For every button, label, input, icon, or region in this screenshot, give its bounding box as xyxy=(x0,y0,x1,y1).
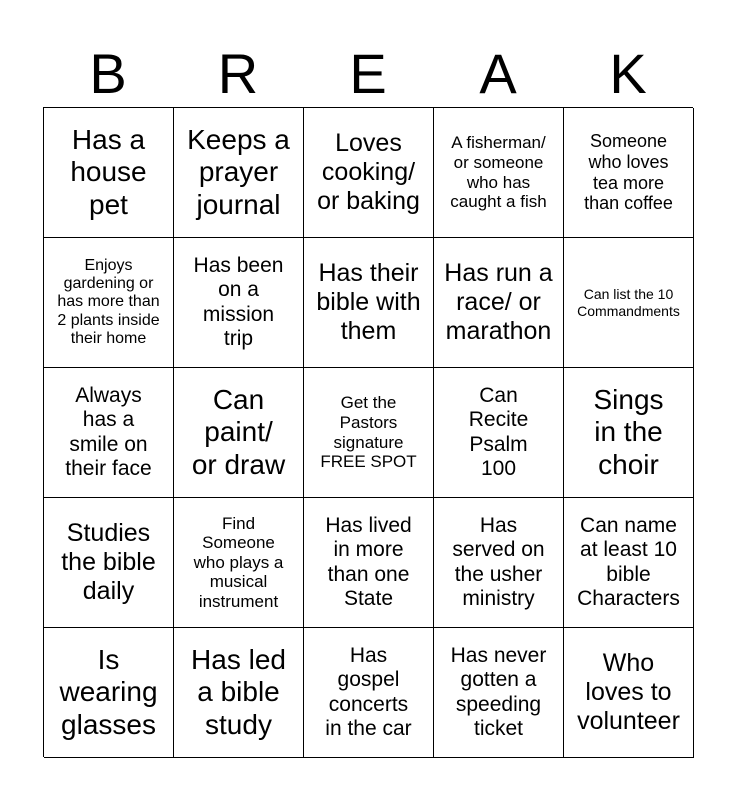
bingo-cell-r0-c1[interactable] xyxy=(174,108,304,238)
bingo-grid xyxy=(43,107,693,757)
cell-text: Has led a bible study xyxy=(191,644,286,740)
cell-text: Can name at least 10 bible Characters xyxy=(577,514,680,610)
header-letter-k: K xyxy=(609,42,647,105)
cell-text: Keeps a prayer journal xyxy=(187,124,290,220)
bingo-cell-r0-c2[interactable] xyxy=(304,108,434,238)
header-letter-b: B xyxy=(89,42,127,105)
cell-text: Has gospel concerts in the car xyxy=(325,644,412,740)
bingo-cell-r2-c4[interactable] xyxy=(564,368,694,498)
cell-text: Is wearing glasses xyxy=(59,644,158,740)
header-letter-r: R xyxy=(217,42,259,105)
bingo-cell-r4-c4[interactable] xyxy=(564,628,694,758)
header-letter-a: A xyxy=(479,42,517,105)
bingo-cell-r2-c3[interactable] xyxy=(434,368,564,498)
cell-text: Who loves to volunteer xyxy=(577,649,680,735)
bingo-cell-r3-c3[interactable] xyxy=(434,498,564,628)
cell-text: Has served on the usher ministry xyxy=(452,514,545,610)
cell-text: Always has a smile on their face xyxy=(65,384,152,480)
bingo-cell-r3-c1[interactable] xyxy=(174,498,304,628)
bingo-cell-r1-c1[interactable] xyxy=(174,238,304,368)
cell-text: Has lived in more than one State xyxy=(325,514,412,610)
cell-text: Can Recite Psalm 100 xyxy=(468,384,529,480)
cell-text: Find Someone who plays a musical instrument xyxy=(193,513,284,611)
bingo-cell-r4-c2[interactable] xyxy=(304,628,434,758)
bingo-cell-r1-c2[interactable] xyxy=(304,238,434,368)
cell-text: Loves cooking/ or baking xyxy=(317,129,420,215)
cell-text: Has their bible with them xyxy=(316,259,421,345)
bingo-cell-r1-c3[interactable] xyxy=(434,238,564,368)
cell-text: Has a house pet xyxy=(70,124,147,220)
cell-text: Has run a race/ or marathon xyxy=(444,259,553,345)
cell-text: Sings in the choir xyxy=(593,384,664,480)
bingo-cell-r3-c4[interactable] xyxy=(564,498,694,628)
cell-text: A fisherman/ or someone who has caught a fish xyxy=(450,133,547,212)
bingo-header xyxy=(43,40,693,108)
bingo-cell-r0-c4[interactable] xyxy=(564,108,694,238)
bingo-cell-r3-c2[interactable] xyxy=(304,498,434,628)
cell-text: Can paint/ or draw xyxy=(191,384,286,480)
bingo-cell-r4-c0[interactable] xyxy=(44,628,174,758)
bingo-cell-r1-c4[interactable] xyxy=(564,238,694,368)
cell-text: Has been on a mission trip xyxy=(193,254,284,350)
bingo-cell-r3-c0[interactable] xyxy=(44,498,174,628)
bingo-cell-r4-c1[interactable] xyxy=(174,628,304,758)
bingo-cell-r1-c0[interactable] xyxy=(44,238,174,368)
bingo-cell-r2-c0[interactable] xyxy=(44,368,174,498)
cell-text: Get the Pastors signature FREE SPOT xyxy=(320,393,417,472)
cell-text: Enjoys gardening or has more than 2 plants inside their home xyxy=(57,256,160,348)
header-letter-e: E xyxy=(349,42,387,105)
bingo-cell-r0-c0[interactable] xyxy=(44,108,174,238)
bingo-cell-r0-c3[interactable] xyxy=(434,108,564,238)
bingo-cell-free-space[interactable] xyxy=(304,368,434,498)
cell-text: Someone who loves tea more than coffee xyxy=(584,131,673,214)
cell-text: Can list the 10 Commandments xyxy=(577,286,680,319)
bingo-cell-r4-c3[interactable] xyxy=(434,628,564,758)
cell-text: Studies the bible daily xyxy=(61,519,156,605)
bingo-cell-r2-c1[interactable] xyxy=(174,368,304,498)
cell-text: Has never gotten a speeding ticket xyxy=(450,644,547,740)
